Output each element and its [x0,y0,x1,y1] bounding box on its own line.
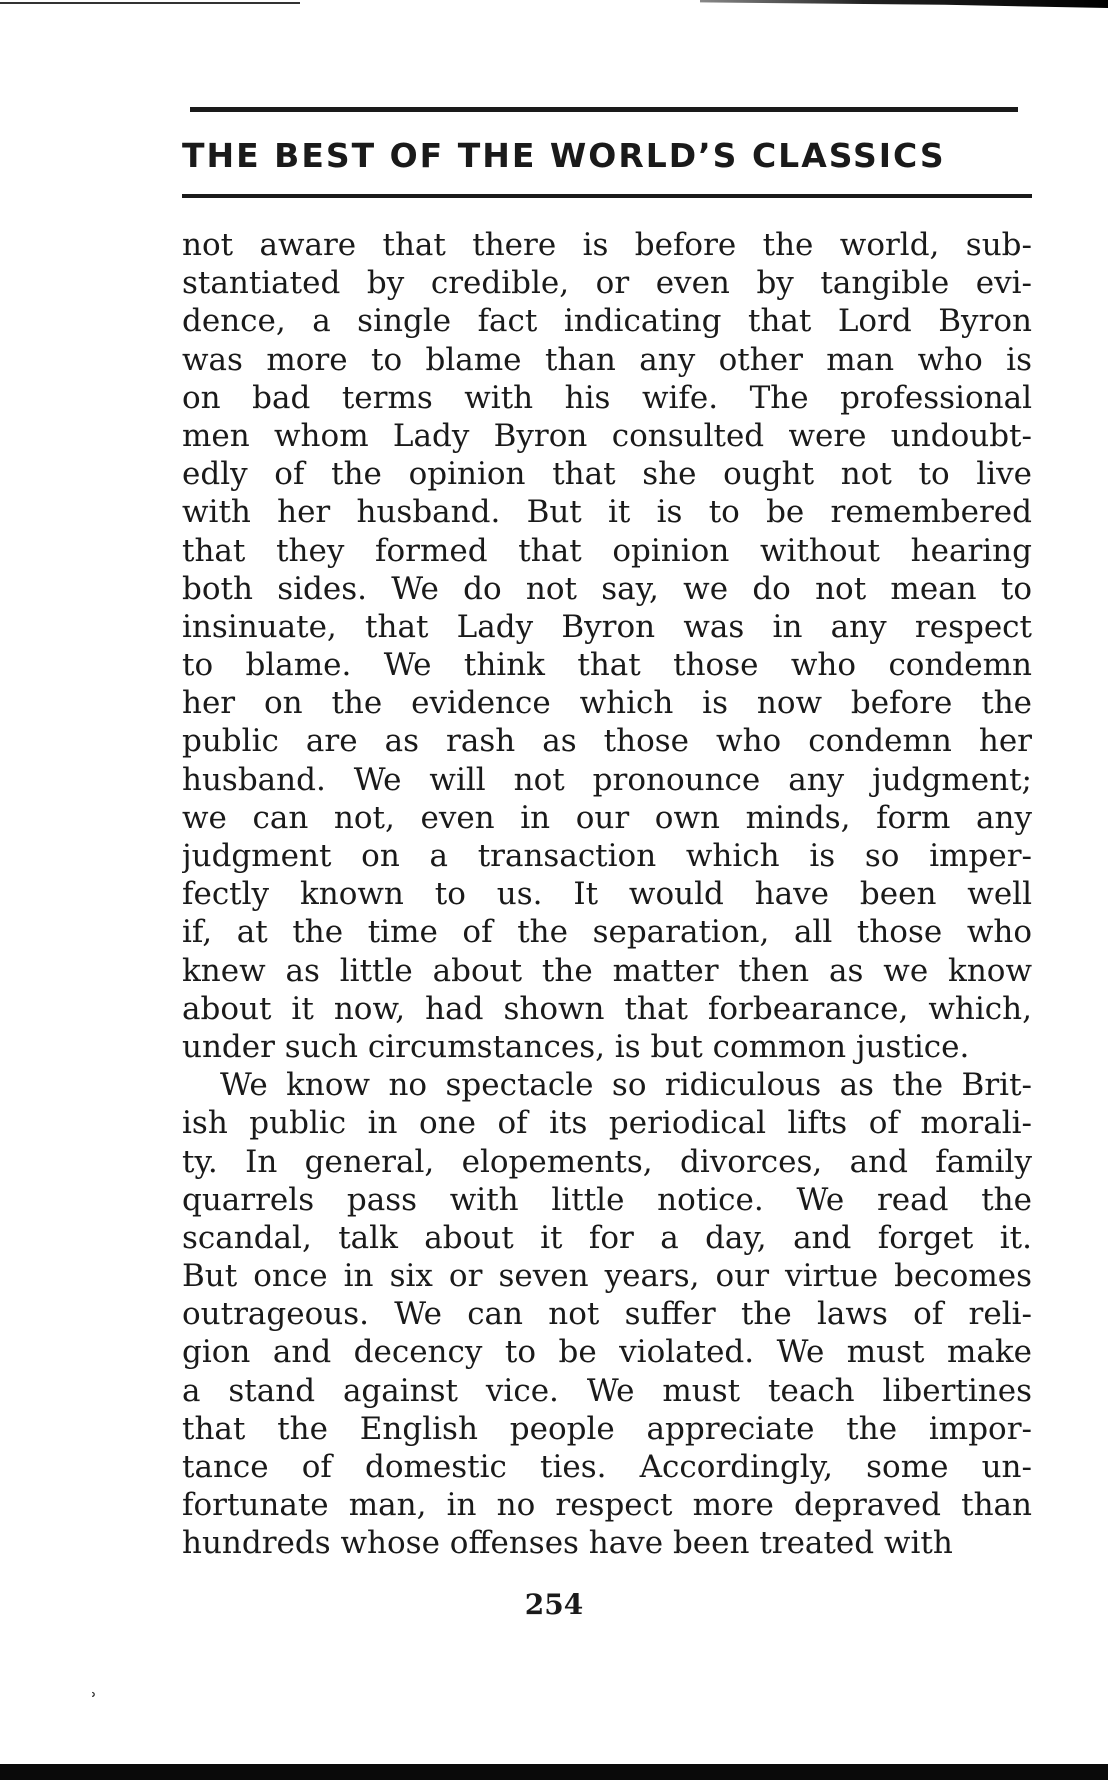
top-rule [190,107,1018,112]
text-line: We know no spectacle so ridiculous as the Brit- [220,1067,1032,1104]
text-line: under such circumstances, is but common justice. [182,1028,970,1065]
text-line: that the English people appreciate the impor- [182,1410,1032,1447]
text-line: that they formed that opinion without hearing [182,532,1032,569]
text-line: insinuate, that Lady Byron was in any respect [182,608,1032,645]
head-rule [182,194,1032,198]
text-line: on bad terms with his wife. The professional [182,379,1032,416]
text-line: both sides. We do not say, we do not mean to [182,570,1032,607]
text-line: judgment on a transaction which is so imper- [182,838,1032,874]
text-line: we can not, even in our own minds, form any [182,799,1032,836]
scan-speck: ˒ [91,1683,98,1707]
text-line: knew as little about the matter then as we know [182,952,1032,989]
text-line: was more to blame than any other man who is [182,341,1032,378]
text-line: scandal, talk about it for a day, and forget it. [182,1219,1032,1256]
text-line: public are as rash as those who condemn her [182,723,1032,760]
page-number: 254 [524,1588,584,1621]
text-line: not aware that there is before the world, sub- [182,227,1032,263]
text-line: ty. In general, elopements, divorces, and family [182,1143,1032,1180]
text-line: gion and decency to be violated. We must make [182,1334,1032,1371]
scan-edge-top-left [0,2,300,4]
text-line: husband. We will not pronounce any judgment; [182,761,1032,798]
text-line: fortunate man, in no respect more depraved than [182,1487,1032,1524]
text-line: quarrels pass with little notice. We read the [182,1181,1032,1218]
text-line: tance of domestic ties. Accordingly, some un- [182,1449,1032,1485]
text-line: ish public in one of its periodical lifts of morali- [182,1105,1032,1142]
text-line: a stand against vice. We must teach libertines [182,1372,1032,1409]
text-line: her on the evidence which is now before the [182,685,1032,722]
text-line: men whom Lady Byron consulted were undoubt- [182,417,1032,454]
text-line: dence, a single fact indicating that Lord Byron [182,303,1032,340]
text-line: if, at the time of the separation, all those who [182,914,1032,951]
running-head: THE BEST OF THE WORLD’S CLASSICS [182,136,946,175]
text-line: outrageous. We can not suffer the laws of reli- [182,1296,1032,1333]
text-line: to blame. We think that those who condemn [182,647,1032,684]
text-line: edly of the opinion that she ought not to live [182,456,1032,493]
text-line: hundreds whose offenses have been treated with [182,1525,953,1562]
scan-edge-top-right [700,0,1108,8]
text-line: But once in six or seven years, our virtue becomes [182,1258,1032,1295]
text-line: with her husband. But it is to be remembered [182,494,1032,531]
body-text [182,226,1032,1563]
scan-edge-bottom [0,1764,1108,1780]
text-line: fectly known to us. It would have been well [182,876,1032,913]
text-line: about it now, had shown that forbearance, which, [182,990,1032,1027]
text-line: stantiated by credible, or even by tangible evi- [182,265,1032,302]
